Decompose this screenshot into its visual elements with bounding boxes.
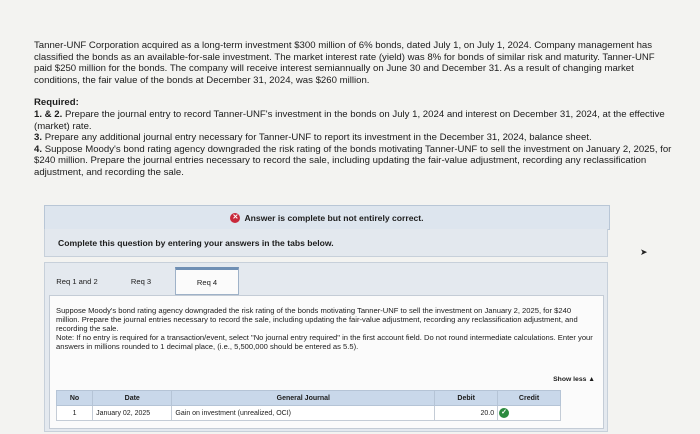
problem-intro: Tanner-UNF Corporation acquired as a long-term investment $300 million of 6% bonds, dated July 1, on July 1, 2024. Company management has classified the bonds as an available-for-sale investment. The market interest rate (yield) was 8% for bonds of similar risk and maturity. Tanner-UNF paid $250 million for the bonds. The company will receive interest semiannually on June 30 and December 31. As a result of changing market conditions, the fair value of the bonds at December 31, 2024, was $260 million.: [34, 40, 655, 86]
problem-statement: [34, 40, 674, 179]
mouse-cursor-icon: ➤: [640, 247, 648, 257]
requirement-3: 3. Prepare any additional journal entry necessary for Tanner-UNF to report its investment in the December 31, 2024, balance sheet.: [34, 132, 592, 144]
col-header-general-journal: General Journal: [172, 391, 435, 406]
requirement-4: 4. Suppose Moody's bond rating agency downgraded the risk rating of the bonds motivating Tanner-UNF to sell the investment on January 2, 2025, for $240 million. Prepare the journal entries necessary to record the sale, including updating the fair-value adjustment, recording any reclassification adjustment, and recording the sale.: [34, 143, 672, 178]
tab-content-req-4: [49, 295, 604, 429]
req-4-prompt: Suppose Moody's bond rating agency downgraded the risk rating of the bonds motivating Tanner-UNF to sell the investment on January 2, 2025, for $240 million. Prepare the journal entries necessary to record the sale, including updating the fair-value adjustment, recording any reclassification adjustment, and recording the sale.: [56, 306, 578, 333]
answer-status-text: Answer is complete but not entirely correct.: [244, 212, 424, 223]
x-circle-icon: ✕: [230, 213, 240, 223]
answer-status-banner: [44, 205, 610, 230]
table-row: [57, 406, 561, 421]
correct-check-icon: ✓: [499, 408, 509, 418]
requirement-1-2: 1. & 2. Prepare the journal entry to record Tanner-UNF's investment in the bonds on July 1, 2024 and interest on December 31, 2024, at the effective (market) rate.: [34, 108, 665, 132]
complete-instructions: Complete this question by entering your answers in the tabs below.: [58, 237, 334, 248]
tab-req-4[interactable]: Req 4: [175, 267, 239, 295]
instructions-panel: [44, 229, 608, 257]
required-heading: Required:: [34, 97, 79, 109]
col-header-date: Date: [93, 391, 172, 406]
col-header-no: No: [57, 391, 93, 406]
tab-req-3[interactable]: Req 3: [130, 276, 152, 286]
row-number: 1: [57, 406, 93, 421]
req-4-note: Note: If no entry is required for a transaction/event, select "No journal entry required" in the first account field. Do not round intermediate calculations. Enter your answers in millions rounded to 1 decimal place, (i.e., 5,500,000 should be entered as 5.5).: [56, 333, 593, 351]
tab-req-1-and-2[interactable]: Req 1 and 2: [56, 276, 98, 286]
col-header-debit: Debit: [435, 391, 498, 406]
show-less-toggle[interactable]: Show less ▲: [553, 376, 595, 383]
account-select[interactable]: Gain on investment (unrealized, OCI): [172, 406, 435, 421]
req-4-instructions: [56, 306, 596, 351]
col-header-credit: Credit: [498, 391, 561, 406]
date-select[interactable]: January 02, 2025: [93, 406, 172, 421]
tabs-panel: [44, 262, 608, 432]
debit-input[interactable]: 20.0 ✓: [435, 406, 498, 421]
journal-table: [56, 390, 561, 421]
